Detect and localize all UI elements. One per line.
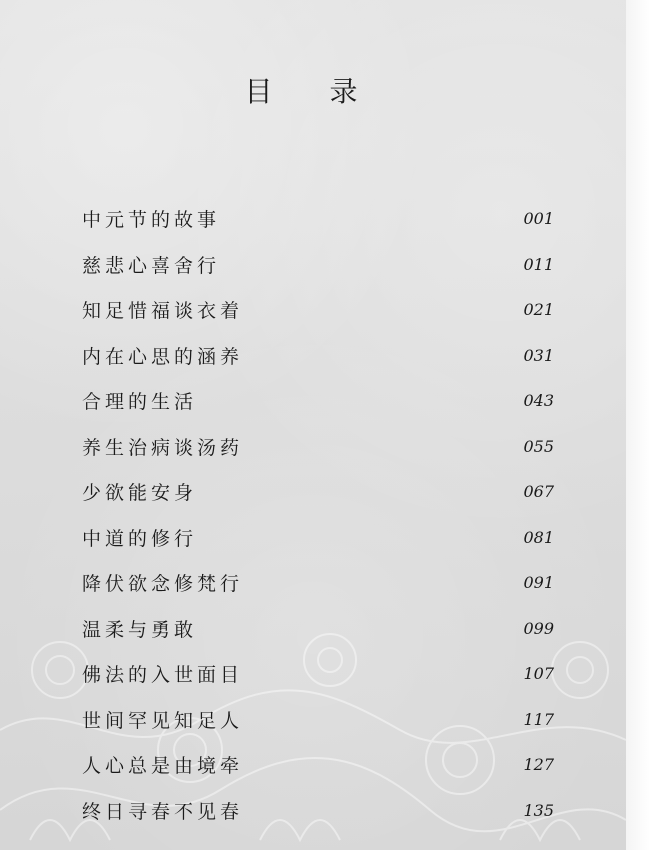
toc-entry[interactable] [82, 287, 554, 333]
chapter-title: 知足惜福谈衣着 [82, 300, 244, 323]
chapter-title: 佛法的入世面目 [82, 664, 244, 687]
page-number: 001 [523, 209, 554, 229]
chapter-title: 温柔与勇敢 [82, 618, 198, 641]
page-number: 021 [523, 300, 554, 320]
toc-entry[interactable] [82, 560, 554, 606]
chapter-title: 少欲能安身 [82, 482, 198, 505]
page-number: 107 [523, 664, 554, 684]
chapter-title: 中道的修行 [82, 527, 198, 550]
page-number: 099 [523, 618, 554, 638]
page-number: 117 [523, 709, 554, 729]
toc-heading: 目 录 [244, 75, 382, 108]
chapter-title: 降伏欲念修梵行 [82, 573, 244, 596]
toc-entry[interactable] [82, 378, 554, 424]
page-number: 011 [523, 254, 554, 274]
page-number: 043 [523, 391, 554, 411]
toc-entry[interactable] [82, 697, 554, 743]
toc-entry[interactable] [82, 469, 554, 515]
chapter-title: 合理的生活 [82, 391, 198, 414]
page-number: 127 [523, 755, 554, 775]
chapter-title: 世间罕见知足人 [82, 709, 244, 732]
page-number: 055 [523, 436, 554, 456]
page-number: 031 [523, 345, 554, 365]
chapter-title: 中元节的故事 [82, 209, 221, 232]
toc-entry[interactable] [82, 651, 554, 697]
toc-entry[interactable] [82, 515, 554, 561]
chapter-title: 内在心思的涵养 [82, 345, 244, 368]
page-number: 135 [523, 800, 554, 820]
toc-entry[interactable] [82, 742, 554, 788]
toc-entry[interactable] [82, 242, 554, 288]
toc-entry[interactable] [82, 424, 554, 470]
toc-entry[interactable] [82, 196, 554, 242]
toc-entry[interactable] [82, 606, 554, 652]
table-of-contents [82, 196, 554, 833]
page-number: 067 [523, 482, 554, 502]
chapter-title: 人心总是由境牵 [82, 755, 244, 778]
chapter-title: 养生治病谈汤药 [82, 436, 244, 459]
chapter-title: 终日寻春不见春 [82, 800, 244, 823]
page-number: 081 [523, 527, 554, 547]
toc-entry[interactable] [82, 333, 554, 379]
chapter-title: 慈悲心喜舍行 [82, 254, 221, 277]
toc-entry[interactable] [82, 788, 554, 834]
page-number: 091 [523, 573, 554, 593]
page-edge [626, 0, 650, 850]
